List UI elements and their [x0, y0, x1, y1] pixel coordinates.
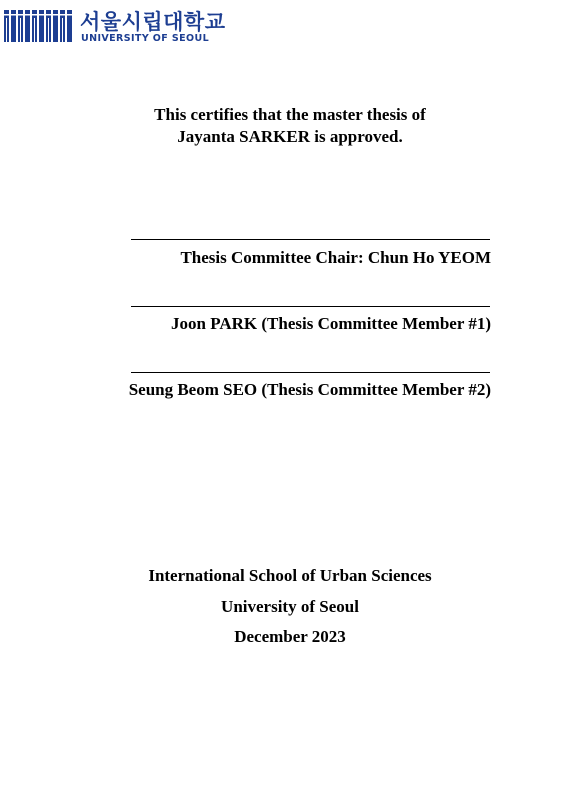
certification-line-1: This certifies that the master thesis of — [154, 105, 426, 124]
logo-korean-name: 서울시립대학교 — [80, 10, 226, 34]
signature-label-member-2: Seung Beom SEO (Thesis Committee Member #2) — [128, 380, 491, 399]
approval-date: December 2023 — [234, 627, 346, 646]
signature-line-member-2 — [131, 372, 490, 373]
university-name: University of Seoul — [221, 597, 359, 616]
certification-line-2: Jayanta SARKER is approved. — [177, 127, 403, 146]
signature-line-member-1 — [131, 306, 490, 307]
signature-line-chair — [131, 239, 490, 240]
university-emblem-icon — [4, 8, 76, 42]
university-logo — [0, 0, 226, 50]
signature-label-member-1: Joon PARK (Thesis Committee Member #1) — [171, 314, 491, 333]
signature-label-chair: Thesis Committee Chair: Chun Ho YEOM — [180, 248, 491, 267]
logo-english-name: UNIVERSITY OF SEOUL — [81, 33, 210, 44]
school-name: International School of Urban Sciences — [148, 566, 432, 585]
